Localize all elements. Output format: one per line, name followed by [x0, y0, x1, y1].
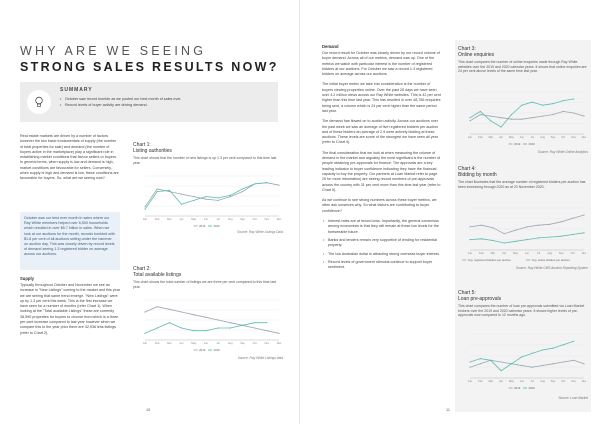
data-point [573, 360, 574, 361]
data-point [242, 325, 243, 326]
data-point [542, 116, 543, 117]
data-point [526, 239, 527, 240]
chart-1-subtitle: Listing authorities [133, 148, 172, 154]
chart-1-header [133, 142, 283, 165]
series-line [470, 233, 584, 243]
summary-bullet: • October saw record bumble as we posted our best month of sales ever. [60, 96, 181, 102]
demand-paragraph-2: The initial buyer metric we take into consideration is the number of buyers viewing properties online. Over the past 28 days we have seen over 4.2 million views across our Ray White websites. This is 42 per cent higher than this time last year. This has resulted in over 48,786 enquiries being sent, a volume which is 24 per cent higher than the same period last year. [322, 82, 441, 113]
legend-label: 2019 [199, 348, 206, 352]
x-tick-label: Jun [519, 380, 524, 383]
legend-label: Avg. registered bidders per auction [467, 258, 512, 262]
legend-label: 2020 [213, 348, 220, 352]
series-line [470, 215, 584, 234]
data-point [538, 225, 539, 226]
data-point [217, 197, 218, 198]
data-point [504, 233, 505, 234]
x-tick-label: Apr [502, 252, 507, 255]
x-tick-label: Dec [581, 136, 587, 139]
legend-label: 2019 [514, 386, 521, 390]
x-tick-label: May [513, 252, 519, 255]
x-tick-label: Dec [581, 380, 587, 383]
data-point [217, 319, 218, 320]
data-point [157, 306, 158, 307]
data-point [266, 330, 267, 331]
chart-4-subtitle: Bidding by month [458, 172, 497, 178]
legend-label: 2019 [514, 142, 521, 146]
list-item: • Banks and lenders remain very supportive of lending for residential property. [322, 238, 442, 249]
supply-paragraph: Typically throughout October and November we see an increase in "New Listings" coming to the market and this year we are seeing that same trend emerge. "New Listings" were up by 1.3 per cent this week. This is the first increase we have seen for a number of months (refer Chart 1). When looking at the "Total available Listings" these are currently 38,590 properties for buyers to choose from which is a three per cent increase compared to last year however when we compare this to the year prior there are 42,936 less listings (refer to Chart 2). [20, 283, 120, 335]
page-number-left: 10 [146, 408, 151, 412]
data-point [157, 191, 158, 192]
data-point [266, 322, 267, 323]
data-point [552, 103, 553, 104]
data-point [254, 183, 255, 184]
x-tick-label: Aug [547, 252, 553, 255]
data-point [500, 117, 501, 118]
data-point [492, 240, 493, 241]
data-point [532, 102, 533, 103]
data-point [266, 182, 267, 183]
data-point [157, 188, 158, 189]
x-tick-label: Jul [216, 342, 220, 345]
data-point [500, 370, 501, 371]
data-point [242, 188, 243, 189]
x-tick-label: Jun [203, 342, 209, 345]
x-tick-label: Sep [240, 342, 245, 345]
chart-4-source: Source: Ray White CMS Auction Reporting System [515, 266, 588, 270]
x-tick-label: Dec [276, 218, 282, 221]
data-point [205, 199, 206, 200]
data-point [563, 344, 564, 345]
demand-heading: Demand [322, 44, 339, 49]
x-tick-label: Oct [252, 218, 257, 221]
x-tick-label: Feb [154, 218, 160, 221]
x-tick-label: Jan [142, 218, 148, 221]
x-tick-label: Apr [499, 136, 504, 139]
summary-box [20, 82, 278, 122]
data-point [511, 114, 512, 115]
demand-paragraph-5: As we continue to see strong numbers across these buyer metrics, we often ask ourselves why. So what factors are contributing to buyer confidence? [322, 198, 437, 213]
data-point [254, 322, 255, 323]
data-point [573, 112, 574, 113]
chart-4-title: Chart 4: [458, 166, 476, 172]
data-point [193, 314, 194, 315]
data-point [217, 327, 218, 328]
data-point [515, 241, 516, 242]
demand-paragraph-4: The final consideration that we look at when measuring the volume of demand in the market and arguably the most significant is the number of people obtaining pre-approvals for finance. The approvals are a key leading indicator to buyer confidence indicating they have the financial capacity to buy the property. Our partners at Loan Market refer to page 20 for more information) are seeing record numbers of pre-approvals across the country with 31 per cent more than this time last year (refer to Chart 5). [322, 150, 441, 192]
x-tick-label: Apr [179, 218, 184, 221]
data-point [205, 196, 206, 197]
x-tick-label: Oct [570, 252, 575, 255]
x-tick-label: May [191, 342, 197, 345]
x-tick-label: Jan [467, 252, 473, 255]
supply-section [20, 276, 120, 336]
summary-list [60, 96, 181, 108]
legend-label: 2019 [199, 224, 206, 228]
data-point [144, 311, 145, 312]
x-tick-label: Mar [167, 342, 172, 345]
x-tick-label: Feb [479, 252, 484, 255]
data-point [552, 363, 553, 364]
data-point [583, 232, 584, 233]
headline [20, 44, 280, 75]
right-page [300, 0, 600, 424]
data-point [230, 195, 231, 196]
x-tick-label: Oct [561, 380, 566, 383]
data-point [217, 200, 218, 201]
data-point [583, 363, 584, 364]
chart-5-title: Chart 5: [458, 290, 476, 296]
data-point [205, 330, 206, 331]
chart-3-subtitle: Online enquiries [458, 52, 495, 58]
pull-quote [20, 212, 120, 270]
demand-paragraph-3: The demand has flowed on to auction activity. Across our auctions over the past week we saw an average of five registered bidders per auction and of these bidders an average of 2.9 were actively bidding at these auctions. These levels are some of the strongest we have seen all year (refer to Chart 4). [322, 119, 439, 145]
x-tick-label: May [509, 136, 514, 139]
data-point [230, 327, 231, 328]
data-point [157, 327, 158, 328]
chart-3-header [458, 46, 588, 74]
data-point [511, 119, 512, 120]
data-point [504, 242, 505, 243]
chart-2-description: This chart shows the total number of listings we are three per cent compared to this time last year. [133, 280, 276, 289]
data-point [552, 114, 553, 115]
data-point [181, 204, 182, 205]
data-point [169, 322, 170, 323]
chart-1-description: This chart shows that the number of new listings is up 1.3 per cent compared to this time last year. [133, 156, 277, 165]
x-tick-label: Aug [227, 342, 233, 345]
series-line [145, 183, 279, 207]
data-point [169, 190, 170, 191]
page-number-right: 11 [446, 408, 450, 412]
data-point [144, 206, 145, 207]
chart-3-description: This chart compares the number of online enquiries made through Ray White websites over the 2019 and 2020 calendar years. It shows that online enquiries are 24 per cent above levels of the same time last year. [458, 60, 587, 74]
data-point [542, 365, 543, 366]
chart-2-title: Chart 2: [133, 266, 151, 272]
pull-quote-text: October was our best ever month in sales where our Ray White members helped over 6,500 households which resulted in over $5.7 billion in sales. When we look at our auctions for the month, records tumbled with $1.8 per cent of all auctions selling under the hammer on auction day. This was closely driven by record levels of demand seeing 1.3 registered bidder on average across our auctions. [24, 216, 115, 257]
confidence-factors-list [322, 219, 442, 270]
chart-2-source: Source: Ray White Listings data [237, 356, 283, 360]
data-point [500, 126, 501, 127]
headline-line-1: WHY ARE WE SEEING [20, 44, 207, 58]
legend-label: 2020 [213, 224, 220, 228]
data-point [563, 100, 564, 101]
data-point [511, 363, 512, 364]
data-point [549, 236, 550, 237]
intro-paragraph: Real estate markets are driven by a number of factors however the two basic fundamentals of supply (the number of total properties for sale) and demand (the number of buyers active in the marketplace) play a significant role in establishing market conditions that favour sellers or buyers. In general terms, when supply is low and demand is high, market conditions are favourable for sellers. Conversely, when supply is high and demand is low, these conditions are favourable for buyers. So, what are we seeing now? [20, 134, 119, 181]
list-item: • Record levels of government stimulus continue to support buyer sentiment. [322, 260, 442, 271]
data-point [490, 120, 491, 121]
x-tick-label: Apr [499, 380, 504, 383]
x-tick-label: Nov [264, 342, 270, 345]
data-point [572, 218, 573, 219]
data-point [181, 311, 182, 312]
data-point [469, 226, 470, 227]
chart-2 [133, 296, 283, 354]
lightbulb-icon [27, 90, 51, 114]
data-point [181, 327, 182, 328]
x-tick-label: May [191, 218, 197, 221]
chart-5-header [458, 290, 588, 318]
data-point [490, 360, 491, 361]
chart-3 [458, 88, 588, 148]
data-point [278, 333, 279, 334]
data-point [181, 193, 182, 194]
data-point [542, 105, 543, 106]
supply-heading: Supply [20, 276, 34, 281]
chart-3-source: Source: Ray White Online Analytics [537, 150, 588, 154]
x-tick-label: Mar [488, 136, 493, 139]
data-point [254, 327, 255, 328]
x-tick-label: Mar [488, 380, 493, 383]
data-point [500, 361, 501, 362]
data-point [549, 224, 550, 225]
data-point [480, 358, 481, 359]
data-point [481, 238, 482, 239]
data-point [561, 221, 562, 222]
chart-5-subtitle: Loan pre-approvals [458, 296, 502, 302]
data-point [532, 367, 533, 368]
x-tick-label: Aug [227, 218, 233, 221]
list-item: • The low Australian dollar is attracting strong overseas buyer interest. [322, 252, 442, 257]
data-point [205, 317, 206, 318]
data-point [515, 230, 516, 231]
series-line [470, 360, 584, 367]
data-point [552, 348, 553, 349]
x-tick-label: Feb [478, 136, 483, 139]
data-point [469, 367, 470, 368]
data-point [521, 105, 522, 106]
data-point [542, 349, 543, 350]
data-point [230, 322, 231, 323]
x-tick-label: Jun [203, 218, 209, 221]
data-point [481, 225, 482, 226]
x-tick-label: Jun [524, 252, 530, 255]
x-tick-label: Sep [550, 380, 556, 383]
data-point [583, 214, 584, 215]
legend-label: 2020 [528, 386, 535, 390]
x-tick-label: Aug [540, 136, 545, 139]
data-point [469, 361, 470, 362]
chart-1-source: Source: Ray White Listings Data [237, 230, 283, 234]
demand-paragraph-1: Our record result for October was closely driven by our record volume of buyer demand. Across all of our metrics, demand was up. One of the metrics we watch with particular interest is the number of registered bidders at our auctions. For October we saw a record 1.3 registered bidders on average across our auctions. [322, 51, 440, 77]
x-tick-label: Jul [530, 380, 534, 383]
data-point [480, 111, 481, 112]
data-point [583, 116, 584, 117]
x-tick-label: Feb [478, 380, 483, 383]
data-point [480, 363, 481, 364]
data-point [532, 353, 533, 354]
x-tick-label: May [509, 380, 514, 383]
chart-2-subtitle: Total available listings [133, 272, 182, 278]
x-tick-label: Oct [561, 136, 566, 139]
x-tick-label: Jun [519, 136, 524, 139]
data-point [144, 209, 145, 210]
x-tick-label: Jul [530, 136, 534, 139]
demand-section [322, 44, 442, 273]
series-line [145, 323, 267, 334]
chart-2-header [133, 266, 283, 289]
x-tick-label: Sep [558, 252, 564, 255]
data-point [469, 239, 470, 240]
x-tick-label: Sep [240, 218, 245, 221]
summary-title: SUMMARY [60, 87, 93, 93]
data-point [480, 114, 481, 115]
x-tick-label: Jul [536, 252, 541, 255]
data-point [144, 333, 145, 334]
chart-4-description: The chart illustrates that the average number of registered bidders per auction has been increasing through 2020 as at 23 November 2020. [458, 180, 586, 189]
chart-3-title: Chart 3: [458, 46, 476, 52]
data-point [532, 117, 533, 118]
chart-1 [133, 172, 283, 230]
x-tick-label: Nov [581, 252, 587, 255]
data-point [278, 185, 279, 186]
x-tick-label: Sep [550, 136, 556, 139]
list-item: • Interest rates are at record lows. Importantly, the general consensus among economists is that they will remain at these low levels for the foreseeable future. [322, 219, 442, 235]
x-tick-label: Mar [167, 218, 172, 221]
chart-5-description: This chart compares the number of loan pre-approvals submitted via Loan Market brokers over the 2019 and 2020 calendar years. It shows higher levels of pre-approvals now compared to 12 months ago. [458, 304, 585, 318]
legend-label: Avg. active bidders per auction [531, 258, 570, 262]
data-point [492, 227, 493, 228]
x-tick-label: Jan [467, 136, 473, 139]
chart-5-source: Source: Loan Market [558, 396, 588, 400]
data-point [521, 119, 522, 120]
chart-1-title: Chart 1: [133, 142, 151, 148]
legend-label: 2020 [528, 142, 535, 146]
data-point [538, 237, 539, 238]
data-point [230, 196, 231, 197]
data-point [469, 117, 470, 118]
data-point [526, 226, 527, 227]
data-point [490, 116, 491, 117]
data-point [563, 361, 564, 362]
data-point [561, 236, 562, 237]
data-point [193, 196, 194, 197]
headline-line-2: STRONG SALES RESULTS NOW? [20, 60, 279, 74]
chart-4-header [458, 166, 588, 189]
x-tick-label: Nov [571, 380, 576, 383]
x-tick-label: Nov [264, 218, 270, 221]
x-tick-label: Aug [540, 380, 545, 383]
x-tick-label: Mar [490, 252, 496, 255]
data-point [242, 191, 243, 192]
data-point [521, 365, 522, 366]
data-point [521, 356, 522, 357]
data-point [573, 98, 574, 99]
x-tick-label: Feb [154, 342, 160, 345]
x-tick-label: Jan [467, 380, 473, 383]
x-tick-label: Apr [179, 342, 184, 345]
x-tick-label: Nov [571, 136, 576, 139]
data-point [469, 120, 470, 121]
chart-5 [458, 330, 588, 392]
data-point [573, 341, 574, 342]
chart-4 [458, 204, 588, 264]
data-point [193, 330, 194, 331]
data-point [169, 309, 170, 310]
summary-bullet: • Record levels of buyer activity are driving demand. [60, 102, 181, 108]
data-point [572, 234, 573, 235]
x-tick-label: Jul [216, 218, 220, 221]
x-tick-label: Dec [276, 342, 282, 345]
x-tick-label: Jan [142, 342, 148, 345]
data-point [193, 200, 194, 201]
data-point [563, 111, 564, 112]
x-tick-label: Oct [252, 342, 257, 345]
